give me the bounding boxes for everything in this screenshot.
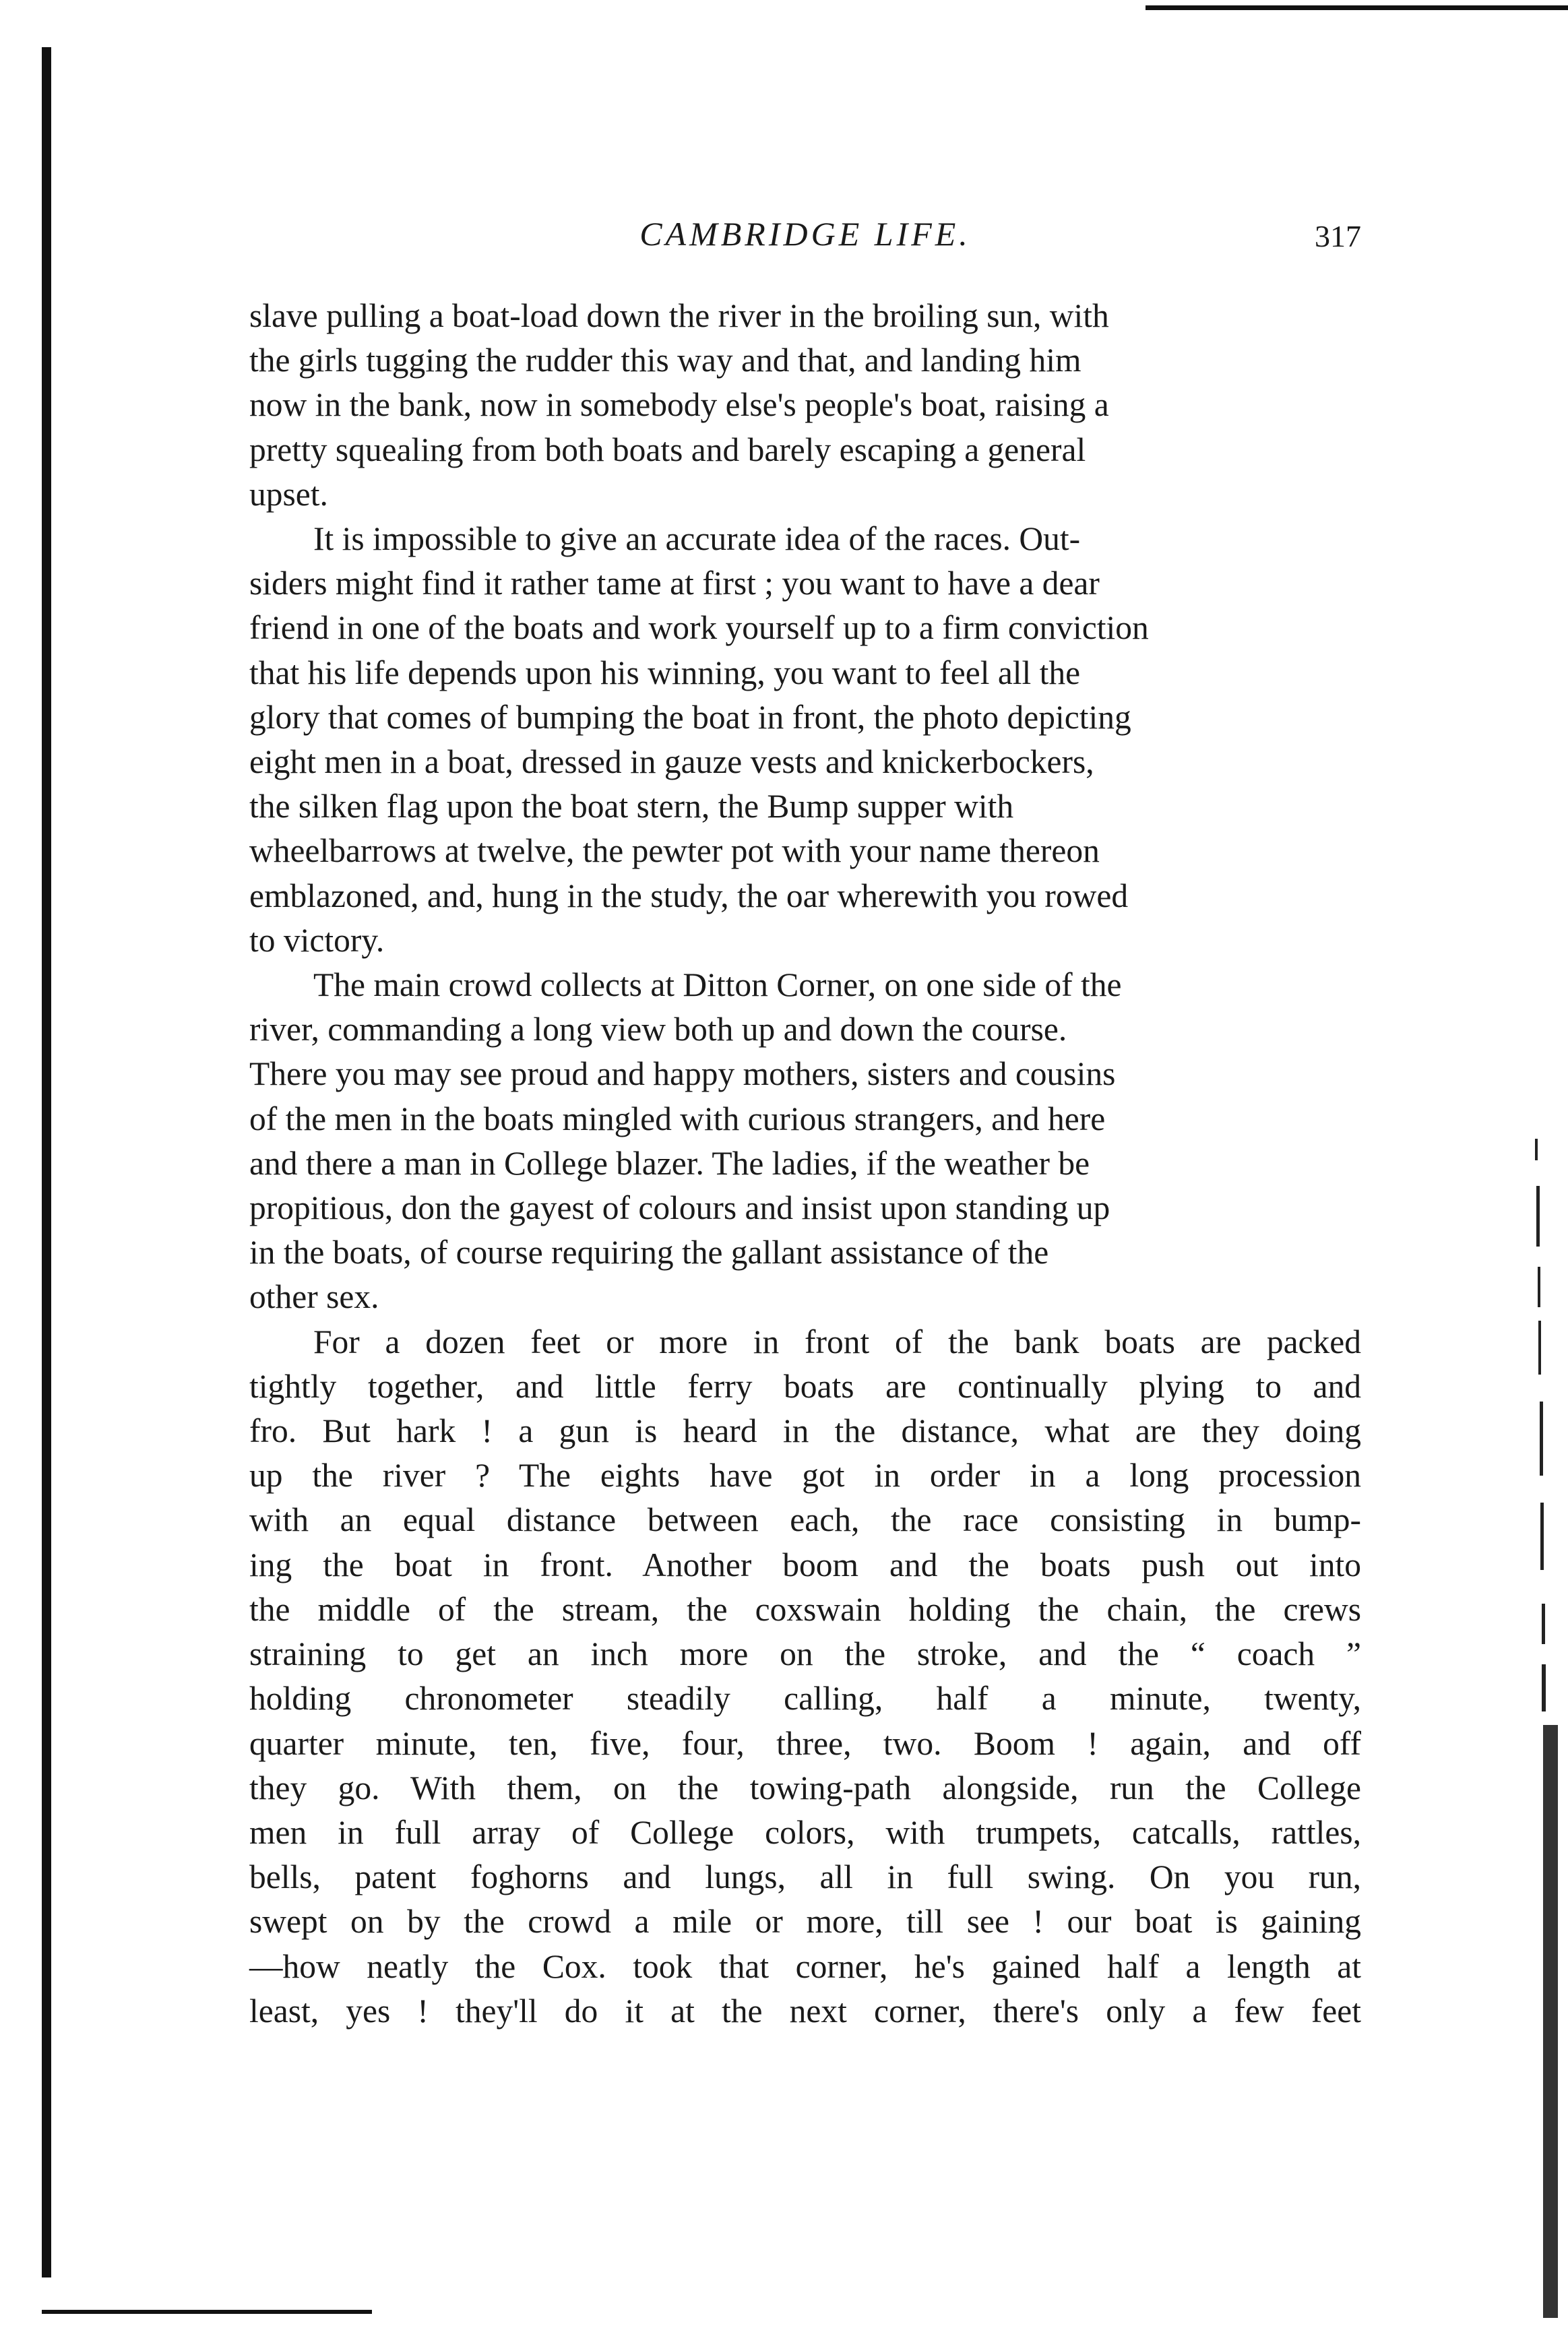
scan-speck	[1538, 1267, 1540, 1307]
scan-edge-top-rule	[1146, 5, 1568, 10]
scan-edge-bottom-rule	[42, 2310, 372, 2314]
scan-speck	[1540, 1503, 1544, 1570]
scan-speck	[1540, 1402, 1543, 1476]
page-header	[249, 214, 1361, 268]
page-number: 317	[1315, 219, 1361, 253]
scan-speck	[1535, 1139, 1538, 1160]
scan-speck	[1536, 1186, 1540, 1247]
paragraph-race-start: For a dozen feet or more in front of the bank boats are packed tightly together, and little ferry boats are continually plying to and fro. But hark ! a gun is heard in the distance, what are they doing up the river ? The eights have got in order in a long procession with an equal distance between each, the race consisting in bump- ing the boat in front. Another boom and the boats push out into the middle of the stream, the coxswain holding the chain, the crews straining to get an inch more on the stroke, and the “ coach ” holding chronometer steadily calling, half a minute, twenty, quarter minute, ten, five, four, three, two. Boom ! again, and off they go. With them, on the towing-path alongside, run the College men in full array of College colors, with trumpets, catcalls, rattles, bells, patent foghorns and lungs, all in full swing. On you run, swept on by the crowd a mile or more, till see ! our boat is gaining —how neatly the Cox. took that corner, he's gained half a length at least, yes ! they'll do it at the next corner, there's only a few feet	[249, 1323, 1361, 2030]
body-text	[249, 294, 1361, 2034]
paragraph-ditton-corner: The main crowd collects at Ditton Corner, on one side of the river, commanding a long view both up and down the course. There you may see proud and happy mothers, sisters and cousins of the men in the boats mingled with curious strangers, and here and there a man in College blazer. The ladies, if the weather be propitious, don the gayest of colours and insist upon standing up in the boats, of course requiring the gallant assistance of the other sex.	[249, 966, 1122, 1316]
scan-speck	[1542, 1604, 1545, 1644]
running-title: CAMBRIDGE LIFE.	[639, 215, 971, 253]
scan-edge-right-band	[1543, 1725, 1558, 2318]
paragraph-continuation: slave pulling a boat-load down the river in the broiling sun, with the girls tugging the rudder this way and that, and landing him now in the bank, now in somebody else's people's boat, raising a pretty squealing from both boats and barely escaping a general upset.	[249, 297, 1109, 513]
scan-edge-left-bar	[42, 47, 51, 2277]
scan-speck	[1542, 1664, 1546, 1711]
paragraph-races: It is impossible to give an accurate idea of the races. Out- siders might find it rather tame at first ; you want to have a dear friend in one of the boats and work yourself up to a firm conviction that his life depends upon his winning, you want to feel all the glory that comes of bumping the boat in front, the photo depicting eight men in a boat, dressed in gauze vests and knickerbockers, the silken flag upon the boat stern, the Bump supper with wheelbarrows at twelve, the pewter pot with your name thereon emblazoned, and, hung in the study, the oar wherewith you rowed to victory.	[249, 520, 1149, 959]
scan-speck	[1538, 1321, 1541, 1375]
